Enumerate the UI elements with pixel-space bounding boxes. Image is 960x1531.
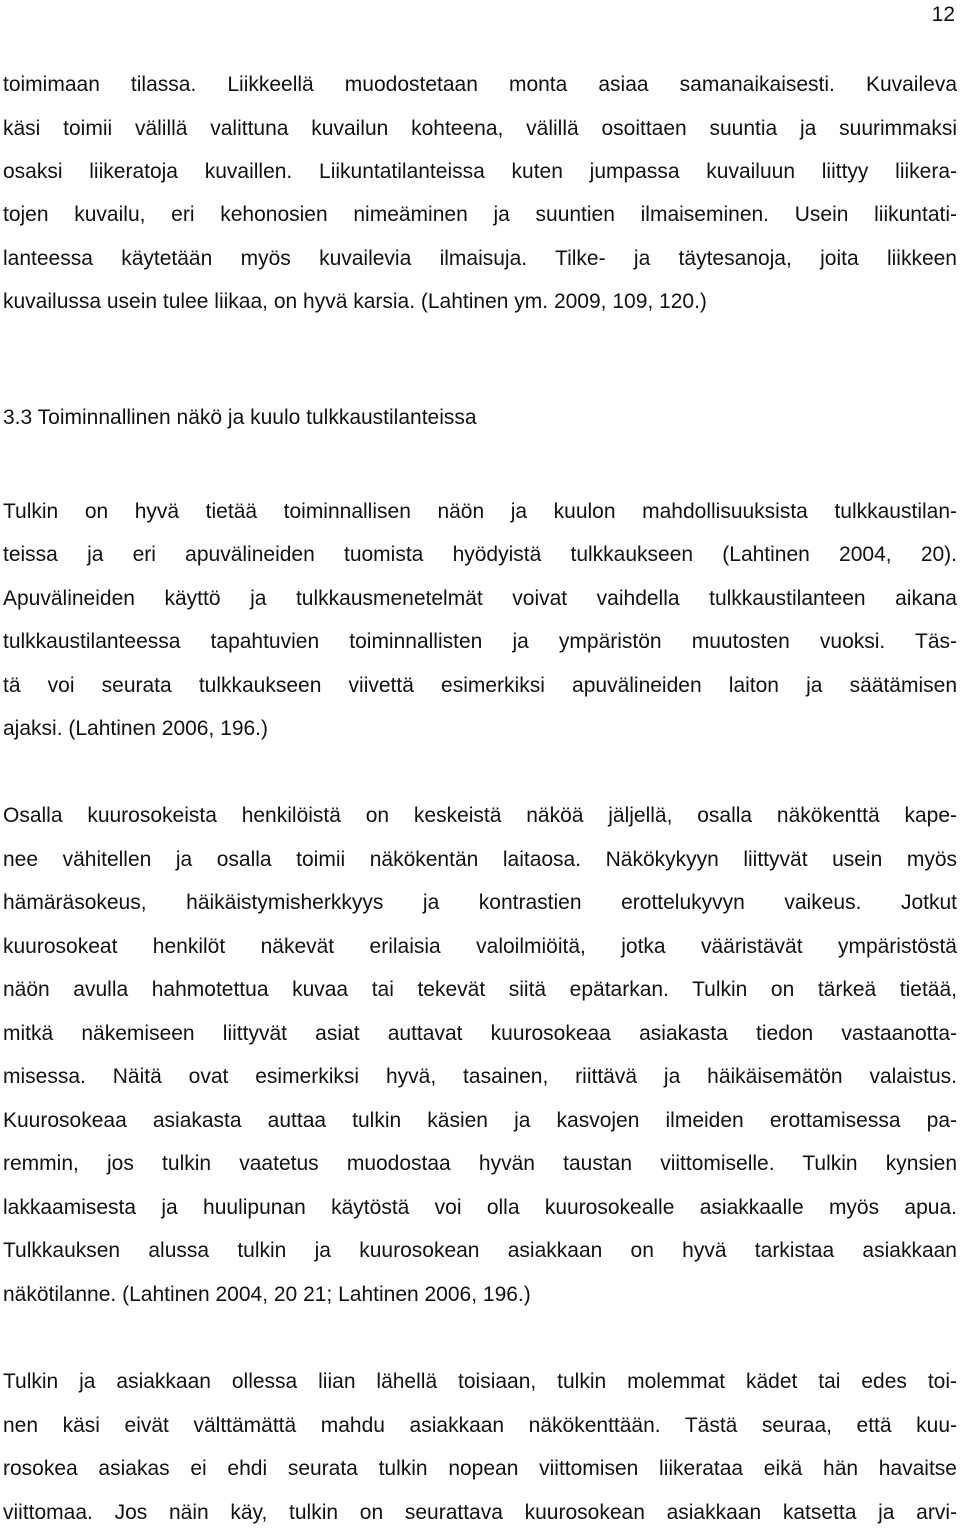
text-line: tojen kuvailu, eri kehonosien nimeäminen ja suuntien ilmaiseminen. Usein liikuntati- (3, 203, 957, 226)
text-line: Apuvälineiden käyttö ja tulkkausmenetelmät voivat vaihdella tulkkaustilanteen aikana (3, 587, 957, 610)
text-line: tä voi seurata tulkkaukseen viivettä esimerkiksi apuvälineiden laiton ja säätämisen (3, 674, 957, 697)
text-line: näön avulla hahmotettua kuvaa tai tekevät siitä epätarkan. Tulkin on tärkeä tietää, (3, 978, 957, 1001)
text-line: Tulkin on hyvä tietää toiminnallisen näön ja kuulon mahdollisuuksista tulkkaustilan- (3, 500, 957, 523)
text-line: ajaksi. (Lahtinen 2006, 196.) (3, 717, 269, 740)
text-line: misessa. Näitä ovat esimerkiksi hyvä, tasainen, riittävä ja häikäisemätön valaistus. (3, 1065, 957, 1088)
text-line: Tulkkauksen alussa tulkin ja kuurosokean asiakkaan on hyvä tarkistaa asiakkaan (3, 1239, 957, 1262)
text-line: käsi toimii välillä valittuna kuvailun kohteena, välillä osoittaen suuntia ja suurimmaksi (3, 117, 957, 140)
text-line: remmin, jos tulkin vaatetus muodostaa hyvän taustan viittomiselle. Tulkin kynsien (3, 1152, 957, 1175)
text-line: lanteessa käytetään myös kuvailevia ilmaisuja. Tilke- ja täytesanoja, joita liikkeen (3, 247, 957, 270)
text-line: rosokea asiakas ei ehdi seurata tulkin nopean viittomisen liikerataa eikä hän havaitse (3, 1457, 957, 1480)
text-line: viittomaa. Jos näin käy, tulkin on seurattava kuurosokean asiakkaan katsetta ja arvi- (3, 1501, 957, 1524)
text-line: lakkaamisesta ja huulipunan käytöstä voi olla kuurosokealle asiakkaalle myös apua. (3, 1196, 957, 1219)
text-line: Tulkin ja asiakkaan ollessa liian lähellä toisiaan, tulkin molemmat kädet tai edes toi- (3, 1370, 957, 1393)
text-line: toimimaan tilassa. Liikkeellä muodostetaan monta asiaa samanaikaisesti. Kuvaileva (3, 73, 957, 96)
text-line: tulkkaustilanteessa tapahtuvien toiminnallisten ja ympäristön muutosten vuoksi. Täs- (3, 630, 957, 653)
text-line: nee vähitellen ja osalla toimii näkökentän laitaosa. Näkökykyyn liittyvät usein myös (3, 848, 957, 871)
text-line: Osalla kuurosokeista henkilöistä on keskeistä näköä jäljellä, osalla näkökenttä kape- (3, 804, 957, 827)
text-line: hämäräsokeus, häikäistymisherkkyys ja kontrastien erottelukyvyn vaikeus. Jotkut (3, 891, 957, 914)
text-line: kuurosokeat henkilöt näkevät erilaisia valoilmiöitä, jotka vääristävät ympäristöstä (3, 935, 957, 958)
text-line: teissa ja eri apuvälineiden tuomista hyödyistä tulkkaukseen (Lahtinen 2004, 20). (3, 543, 957, 566)
text-line: osaksi liikeratoja kuvaillen. Liikuntatilanteissa kuten jumpassa kuvailuun liittyy liikera- (3, 160, 957, 183)
text-line: Kuurosokeaa asiakasta auttaa tulkin käsien ja kasvojen ilmeiden erottamisessa pa- (3, 1109, 957, 1132)
text-line: mitkä näkemiseen liittyvät asiat auttavat kuurosokeaa asiakasta tiedon vastaanotta- (3, 1022, 957, 1045)
text-line: kuvailussa usein tulee liikaa, on hyvä karsia. (Lahtinen ym. 2009, 109, 120.) (3, 290, 707, 313)
page-number: 12 (931, 3, 955, 26)
text-line: nen käsi eivät välttämättä mahdu asiakkaan näkökenttään. Tästä seuraa, että kuu- (3, 1414, 957, 1437)
section-heading: 3.3 Toiminnallinen näkö ja kuulo tulkkaustilanteissa (3, 406, 477, 429)
text-line: näkötilanne. (Lahtinen 2004, 20 21; Lahtinen 2006, 196.) (3, 1283, 531, 1306)
